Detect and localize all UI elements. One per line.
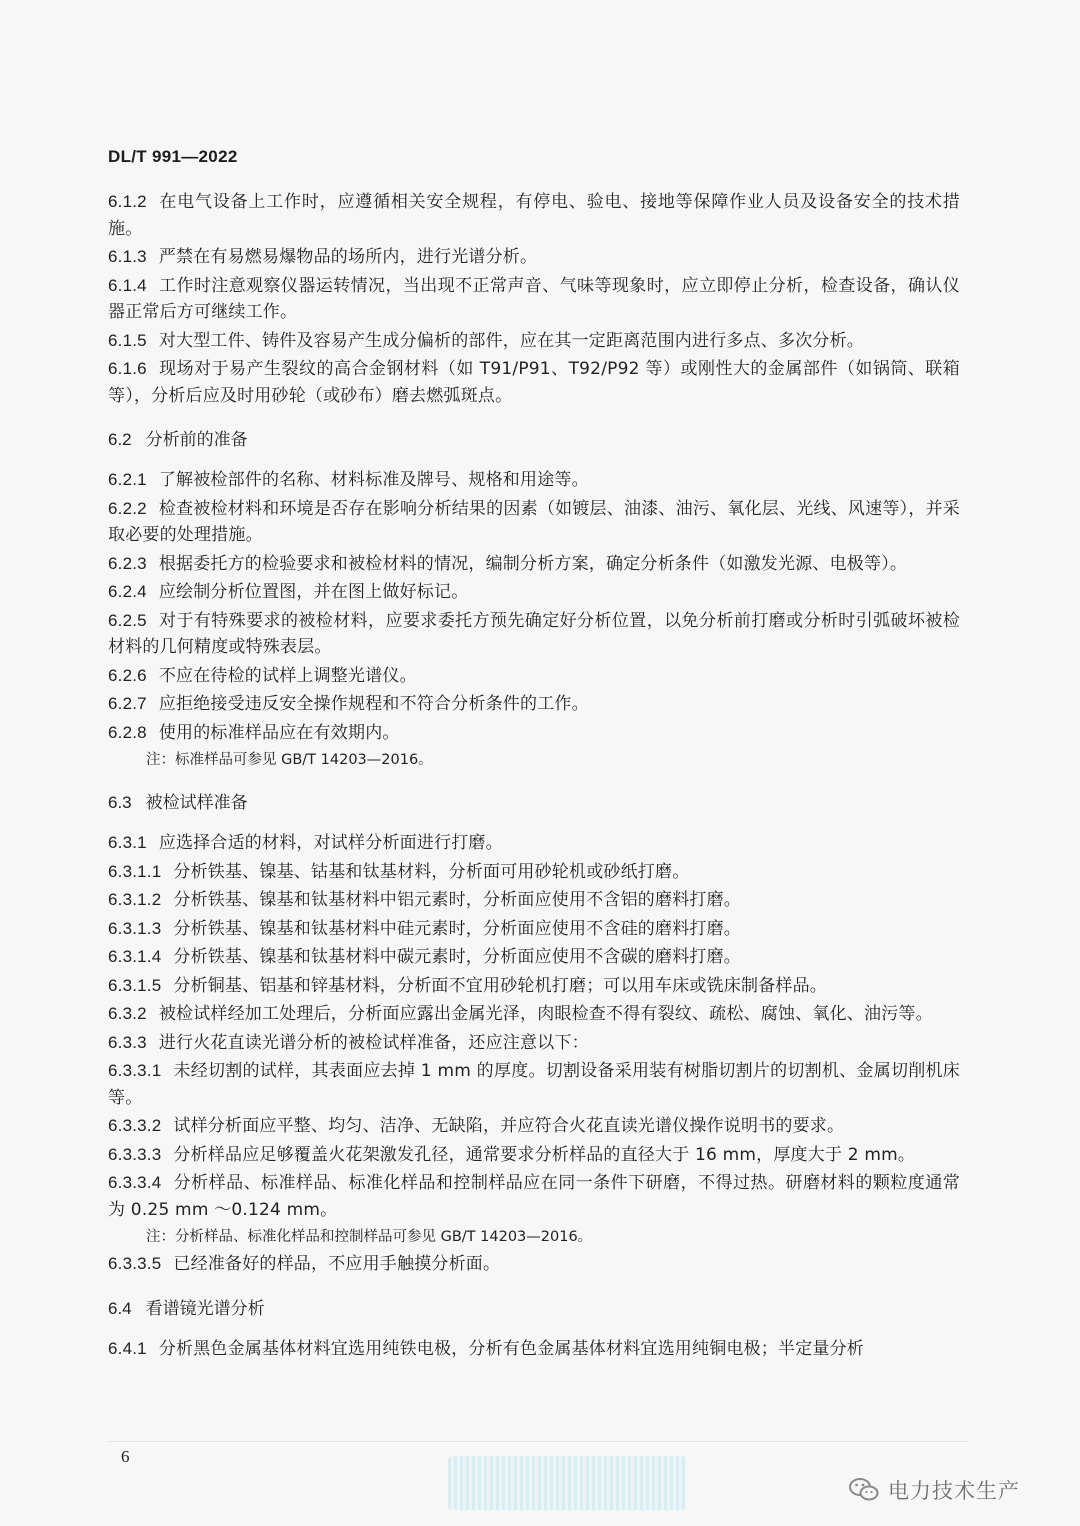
clause-number: 6.3.2 <box>108 1004 147 1023</box>
clause-number: 6.4 <box>108 1298 132 1318</box>
clause-paragraph <box>108 1058 960 1111</box>
clause-text: 对大型工件、铸件及容易产生成分偏析的部件，应在其一定距离范围内进行多点、多次分析。 <box>158 330 865 351</box>
clause-number: 6.1.6 <box>108 359 147 378</box>
clause-text: 分析样品应足够覆盖火花架激发孔径，通常要求分析样品的直径大于 16 mm，厚度大于 2 mm。 <box>173 1144 916 1165</box>
clause-paragraph <box>108 663 960 690</box>
clause-paragraph <box>108 356 960 409</box>
scan-stamp-mark <box>448 1456 686 1510</box>
clause-paragraph <box>108 830 960 857</box>
clause-number: 6.3.1.5 <box>108 975 162 995</box>
clause-paragraph <box>108 720 960 747</box>
clause-paragraph <box>108 189 960 242</box>
clause-text: 分析黑色金属基体材料宜选用纯铁电极，分析有色金属基体材料宜选用纯铜电极；半定量分析 <box>158 1338 865 1359</box>
clause-number: 6.1.3 <box>108 247 147 266</box>
clause-number: 6.3.3 <box>108 1032 147 1052</box>
clause-text: 工作时注意观察仪器运转情况，当出现不正常声音、气味等现象时，应立即停止分析，检查设备，确认仪器正常后方可继续工作。 <box>108 275 960 322</box>
clause-text: 注：分析样品、标准化样品和控制样品可参见 GB/T 14203—2016。 <box>146 1229 593 1245</box>
clause-number: 6.3.3.1 <box>108 1061 162 1080</box>
clause-paragraph <box>108 1030 960 1057</box>
clause-text: 进行火花直读光谱分析的被检试样准备，还应注意以下： <box>158 1032 589 1053</box>
clause-text: 应绘制分析位置图，并在图上做好标记。 <box>158 582 469 602</box>
clause-paragraph <box>108 273 960 326</box>
clause-text: 对于有特殊要求的被检材料，应要求委托方预先确定好分析位置，以免分析前打磨或分析时引弧破坏被检材料的几何精度或特殊表层。 <box>108 610 960 657</box>
clause-text: 现场对于易产生裂纹的高合金钢材料（如 T91/P91、T92/P92 等）或刚性大的金属部件（如锅筒、联箱等），分析后应及时用砂轮（或砂布）磨去燃弧斑点。 <box>108 359 960 406</box>
clause-paragraph <box>108 579 960 606</box>
clause-number: 6.4.1 <box>108 1338 147 1358</box>
clause-text: 分析铁基、镍基、钴基和钛基材料，分析面可用砂轮机或砂纸打磨。 <box>173 861 690 882</box>
clause-paragraph <box>108 551 960 578</box>
clause-number: 6.2.8 <box>108 722 147 742</box>
clause-text: 使用的标准样品应在有效期内。 <box>158 722 400 743</box>
doc-code-header: DL/T 991—2022 <box>108 147 238 166</box>
clause-number: 6.2 <box>108 430 132 449</box>
clause-paragraph <box>108 916 960 943</box>
section-heading <box>108 427 960 453</box>
clause-number: 6.1.5 <box>108 330 147 350</box>
clause-text: 试样分析面应平整、均匀、洁净、无缺陷，并应符合火花直读光谱仪操作说明书的要求。 <box>173 1116 845 1136</box>
clause-text: 被检试样经加工处理后，分析面应露出金属光泽，肉眼检查不得有裂纹、疏松、腐蚀、氧化、油污等。 <box>158 1004 933 1024</box>
clause-text: 已经准备好的样品，不应用手触摸分析面。 <box>173 1254 501 1274</box>
clause-text: 分析铁基、镍基和钛基材料中铝元素时，分析面应使用不含铝的磨料打磨。 <box>173 890 741 910</box>
note-paragraph <box>108 748 960 772</box>
clause-paragraph <box>108 859 960 886</box>
clause-text: 应选择合适的材料，对试样分析面进行打磨。 <box>158 833 503 853</box>
clause-paragraph <box>108 608 960 661</box>
clause-paragraph <box>108 496 960 549</box>
note-paragraph <box>108 1225 960 1249</box>
watermark <box>848 1470 1020 1510</box>
clause-number: 6.2.6 <box>108 665 147 685</box>
clause-text: 分析铜基、铝基和锌基材料，分析面不宜用砂轮机打磨；可以用车床或铣床制备样品。 <box>173 975 827 996</box>
section-heading <box>108 1296 960 1322</box>
clause-text: 检查被检材料和环境是否存在影响分析结果的因素（如镀层、油漆、油污、氧化层、光线、风速等），并采取必要的处理措施。 <box>108 498 960 545</box>
clause-number: 6.3.1 <box>108 833 147 852</box>
page-number: 6 <box>121 1447 130 1466</box>
section-heading <box>108 790 960 816</box>
clause-number: 6.3.1.2 <box>108 890 162 909</box>
clause-paragraph <box>108 887 960 914</box>
clause-text: 在电气设备上工作时，应遵循相关安全规程，有停电、验电、接地等保障作业人员及设备安全的技术措施。 <box>108 192 960 239</box>
wechat-icon <box>848 1476 880 1504</box>
clause-number: 6.3.3.2 <box>108 1116 162 1135</box>
clause-number: 6.2.2 <box>108 498 147 518</box>
clause-paragraph <box>108 1336 960 1363</box>
clause-number: 6.2.3 <box>108 553 147 573</box>
watermark-text: 电力技术生产 <box>888 1479 1020 1503</box>
clause-text: 被检试样准备 <box>145 793 248 813</box>
clause-text: 分析铁基、镍基和钛基材料中碳元素时，分析面应使用不含碳的磨料打磨。 <box>173 947 741 967</box>
clause-number: 6.3.1.3 <box>108 918 162 938</box>
clause-number: 6.2.1 <box>108 470 147 489</box>
clause-paragraph <box>108 244 960 271</box>
clause-paragraph <box>108 328 960 355</box>
clause-text: 分析样品、标准样品、标准化样品和控制样品应在同一条件下研磨，不得过热。研磨材料的颗粒度通常为 0.25 mm ～0.124 mm。 <box>108 1173 960 1220</box>
clause-number: 6.2.7 <box>108 694 147 713</box>
clause-number: 6.2.5 <box>108 610 147 630</box>
clause-number: 6.3.3.4 <box>108 1173 162 1192</box>
clause-number: 6.3.3.3 <box>108 1144 162 1164</box>
clause-number: 6.3 <box>108 793 132 812</box>
clause-paragraph <box>108 973 960 1000</box>
clause-number: 6.3.3.5 <box>108 1254 162 1273</box>
clause-paragraph <box>108 467 960 494</box>
clause-text: 分析前的准备 <box>145 430 248 450</box>
clause-text: 应拒绝接受违反安全操作规程和不符合分析条件的工作。 <box>158 694 589 714</box>
clause-number: 6.3.1.1 <box>108 861 162 881</box>
clause-number: 6.3.1.4 <box>108 947 162 966</box>
clause-number: 6.1.2 <box>108 192 147 211</box>
clause-paragraph <box>108 691 960 718</box>
clause-text: 未经切割的试样，其表面应去掉 1 mm 的厚度。切割设备采用装有树脂切割片的切割机、金属切削机床等。 <box>108 1061 960 1108</box>
clause-paragraph <box>108 944 960 971</box>
clause-text: 了解被检部件的名称、材料标准及牌号、规格和用途等。 <box>158 470 589 490</box>
clause-paragraph <box>108 1170 960 1223</box>
clause-text: 不应在待检的试样上调整光谱仪。 <box>158 665 417 686</box>
document-body <box>108 189 960 1364</box>
clause-number: 6.2.4 <box>108 582 147 601</box>
footer-divider <box>108 1441 968 1442</box>
clause-text: 严禁在有易燃易爆物品的场所内，进行光谱分析。 <box>158 247 538 267</box>
clause-paragraph <box>108 1001 960 1028</box>
clause-paragraph <box>108 1142 960 1169</box>
clause-paragraph <box>108 1113 960 1140</box>
clause-text: 看谱镜光谱分析 <box>145 1298 265 1319</box>
clause-text: 根据委托方的检验要求和被检材料的情况，编制分析方案，确定分析条件（如激发光源、电极等）。 <box>158 553 908 574</box>
clause-text: 注：标准样品可参见 GB/T 14203—2016。 <box>146 752 433 768</box>
clause-text: 分析铁基、镍基和钛基材料中硅元素时，分析面应使用不含硅的磨料打磨。 <box>173 918 741 939</box>
clause-paragraph <box>108 1251 960 1278</box>
clause-number: 6.1.4 <box>108 275 147 295</box>
